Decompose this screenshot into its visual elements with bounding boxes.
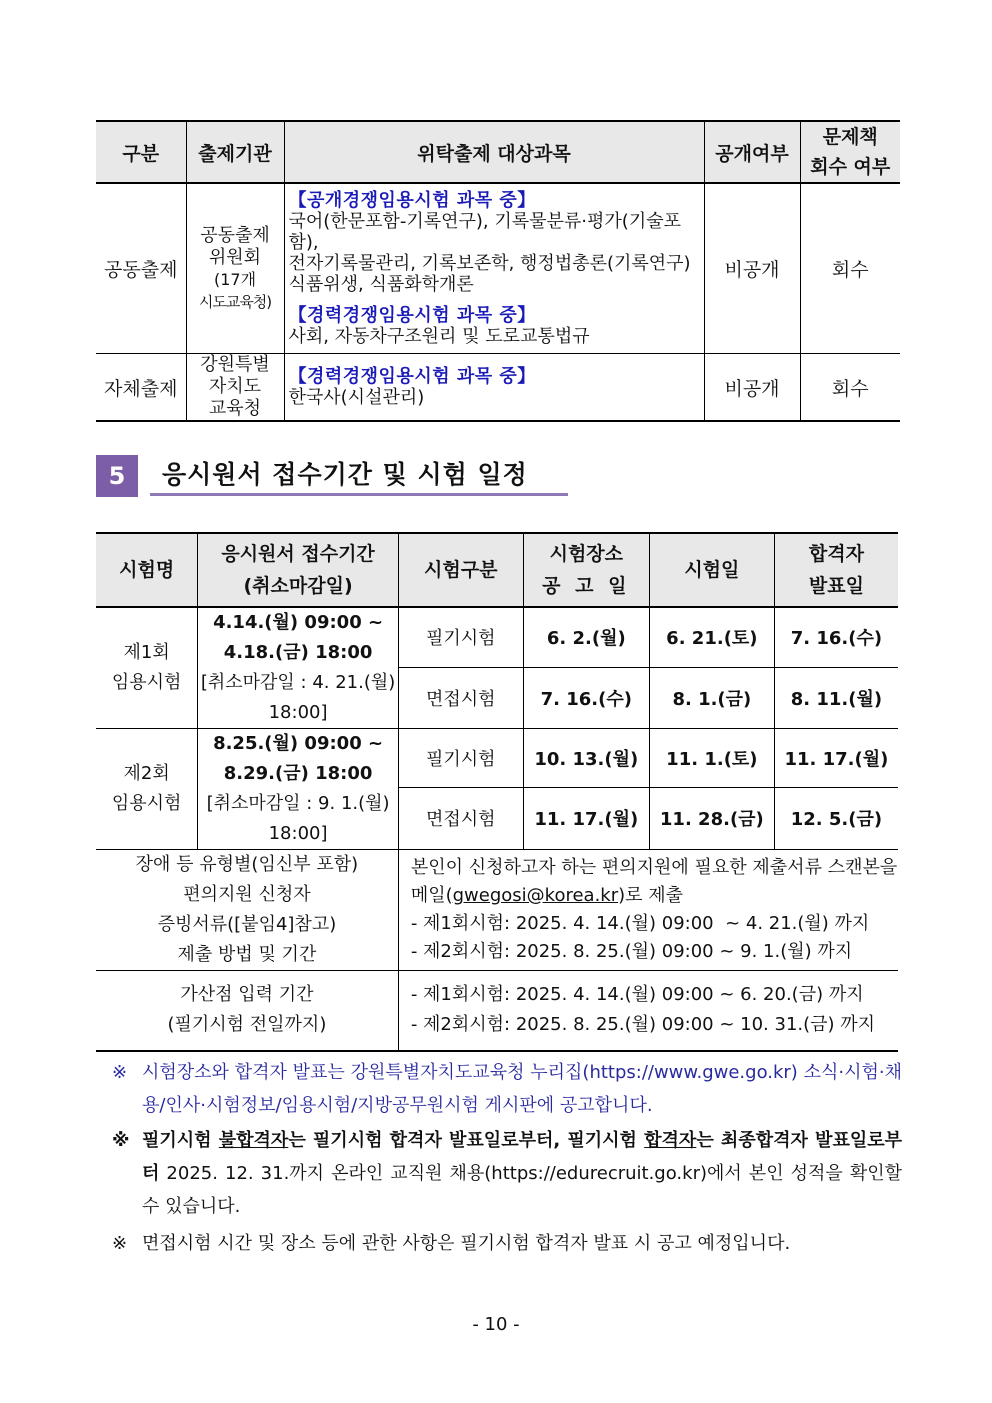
round2-written-type: 필기시험 <box>398 729 523 788</box>
bonus-desc: - 제1회시험: 2025. 4. 14.(월) 09:00 ~ 6. 20.(금) 까지 - 제2회시험: 2025. 8. 25.(월) 09:00 ~ 10. 31.(금) 까지 <box>398 971 898 1051</box>
header-venue: 시험장소 공 고 일 <box>523 533 649 607</box>
note-score-check: ※ 필기시험 불합격자는 필기시험 합격자 발표일로부터, 필기시험 합격자는 최종합격자 발표일로부터 2025. 12. 31.까지 온라인 교직원 채용(https://edurecruit.go.kr)에서 본인 성적을 확인할 수 있습니다. <box>112 1130 902 1217</box>
disclosure-cell: 비공개 <box>704 183 800 354</box>
round1-interview-type: 면접시험 <box>398 667 523 728</box>
round2-interview-date: 11. 28.(금) <box>649 787 774 849</box>
disability-label: 장애 등 유형별(임신부 포함) 편의지원 신청자 증빙서류([붙임4]참고) 제출 방법 및 기간 <box>96 850 398 971</box>
round1-interview-date: 8. 1.(금) <box>649 667 774 728</box>
table-row <box>96 971 898 1051</box>
table-row <box>96 850 898 971</box>
header-disclosure: 공개여부 <box>704 121 800 183</box>
subjects-cell: 【경력경쟁임용시험 과목 중】 한국사(시설관리) <box>284 354 704 422</box>
page-number: - 10 - <box>472 1314 520 1335</box>
disclosure-cell: 비공개 <box>704 354 800 422</box>
header-exam-date: 시험일 <box>649 533 774 607</box>
round1-written-type: 필기시험 <box>398 607 523 667</box>
round1-period: 4.14.(월) 09:00 ~ 4.18.(금) 18:00 [취소마감일 : 4. 21.(월) 18:00] <box>198 607 398 729</box>
category-cell: 공동출제 <box>96 183 186 354</box>
round1-written-venue: 6. 2.(월) <box>523 607 649 667</box>
round2-written-date: 11. 1.(토) <box>649 729 774 788</box>
round2-interview-result: 12. 5.(금) <box>774 787 898 849</box>
header-org: 출제기관 <box>186 121 284 183</box>
header-period: 응시원서 접수기간 (취소마감일) <box>198 533 398 607</box>
header-category: 구분 <box>96 121 186 183</box>
subjects-cell: 【공개경쟁임용시험 과목 중】 국어(한문포함-기록연구), 기록물분류·평가(기술포함), 전자기록물관리, 기록보존학, 행정법총론(기록연구) 식품위생, 식품화학개론 【경력경쟁임용시험 과목 중】 사회, 자동차구조원리 및 도로교통법규 <box>284 183 704 354</box>
bonus-label: 가산점 입력 기간 (필기시험 전일까지) <box>96 971 398 1051</box>
header-result: 합격자 발표일 <box>774 533 898 607</box>
exam-setter-table <box>96 120 900 422</box>
section-title: 응시원서 접수기간 및 시험 일정 <box>150 452 568 496</box>
email-link[interactable]: gwegosi@korea.kr <box>452 885 619 906</box>
org-cell: 강원특별 자치도 교육청 <box>186 354 284 422</box>
category-cell: 자체출제 <box>96 354 186 422</box>
note-announcement: ※ 시험장소와 합격자 발표는 강원특별자치도교육청 누리집(https://www.gwe.go.kr) 소식·시험·채용/인사·시험정보/임용시험/지방공무원시험 게시판에 공고합니다. <box>112 1062 902 1116</box>
header-subjects: 위탁출제 대상과목 <box>284 121 704 183</box>
round1-written-result: 7. 16.(수) <box>774 607 898 667</box>
round1-interview-result: 8. 11.(월) <box>774 667 898 728</box>
table-row <box>96 607 898 667</box>
schedule-table <box>96 532 898 1052</box>
round2-written-venue: 10. 13.(월) <box>523 729 649 788</box>
header-type: 시험구분 <box>398 533 523 607</box>
round1-written-date: 6. 21.(토) <box>649 607 774 667</box>
table-row <box>96 354 900 422</box>
round2-written-result: 11. 17.(월) <box>774 729 898 788</box>
table-row <box>96 729 898 788</box>
section-number: 5 <box>96 455 138 497</box>
round2-interview-type: 면접시험 <box>398 787 523 849</box>
header-exam-name: 시험명 <box>96 533 198 607</box>
disability-desc: 본인이 신청하고자 하는 편의지원에 필요한 제출서류 스캔본을 메일(gwegosi@korea.kr)로 제출 - 제1회시험: 2025. 4. 14.(월) 09:00 ~ 4. 21.(월) 까지 - 제2회시험: 2025. 8. 25.(월) 09:00 ~ 9. 1.(월) 까지 <box>398 850 898 971</box>
note-interview: ※ 면접시험 시간 및 장소 등에 관한 사항은 필기시험 합격자 발표 시 공고 예정입니다. <box>112 1233 791 1254</box>
round2-name: 제2회 임용시험 <box>96 729 198 850</box>
round2-period: 8.25.(월) 09:00 ~ 8.29.(금) 18:00 [취소마감일 : 9. 1.(월) 18:00] <box>198 729 398 850</box>
round2-interview-venue: 11. 17.(월) <box>523 787 649 849</box>
round1-interview-venue: 7. 16.(수) <box>523 667 649 728</box>
retrieval-cell: 회수 <box>800 183 900 354</box>
retrieval-cell: 회수 <box>800 354 900 422</box>
header-retrieval: 문제책 회수 여부 <box>800 121 900 183</box>
round1-name: 제1회 임용시험 <box>96 607 198 729</box>
org-cell: 공동출제 위원회 (17개 시도교육청) <box>186 183 284 354</box>
table-row <box>96 183 900 354</box>
